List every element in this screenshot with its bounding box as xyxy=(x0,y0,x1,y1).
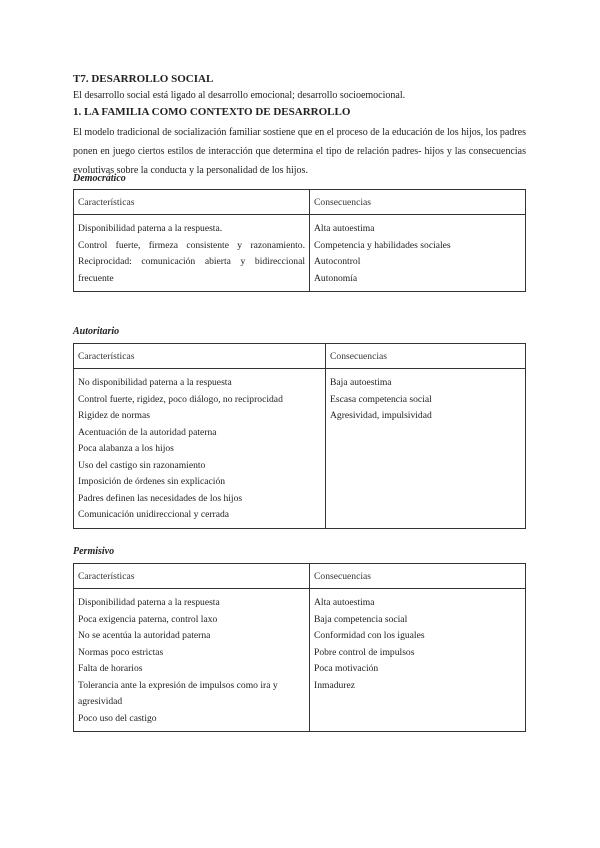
characteristics-cell xyxy=(74,369,326,529)
characteristic-item: Reciprocidad: comunicación abierta y bidireccional frecuente xyxy=(78,256,305,284)
consequences-cell xyxy=(310,589,526,732)
characteristic-item: Control fuerte, rigidez, poco diálogo, no reciprocidad xyxy=(78,393,283,405)
table-row xyxy=(74,215,526,292)
characteristic-item: Poca alabanza a los hijos xyxy=(78,443,174,454)
characteristic-item: Tolerancia ante la expresión de impulsos como ira y agresividad xyxy=(78,679,278,707)
table-header-row xyxy=(74,564,526,589)
table-permisivo xyxy=(73,563,526,732)
characteristic-item: Acentuación de la autoridad paterna xyxy=(78,426,217,438)
characteristic-item: Rigidez de normas xyxy=(78,410,150,421)
characteristic-item: Uso del castigo sin razonamiento xyxy=(78,459,206,471)
characteristic-item: Disponibilidad paterna a la respuesta xyxy=(78,597,220,608)
consequences-cell xyxy=(326,369,526,529)
characteristic-item: Poca exigencia paterna, control laxo xyxy=(78,613,218,625)
characteristic-item: No disponibilidad paterna a la respuesta xyxy=(78,377,232,388)
section-paragraph: El modelo tradicional de socialización familiar sostiene que en el proceso de la educación de los hijos, los padres ponen en juego ciertos estilos de interacción que determina el tipo de relación padres- hijos y las consecuencias evolutivas sobre la conducta y la personalidad de los hijos. xyxy=(73,127,526,176)
header-consecuencias: Consecuencias xyxy=(310,564,526,589)
characteristic-item: No se acentúa la autoridad paterna xyxy=(78,630,211,641)
consequence-item: Baja autoestima xyxy=(330,377,392,388)
label-autoritario: Autoritario xyxy=(73,326,120,337)
header-caracteristicas: Características xyxy=(74,564,310,589)
consequence-item: Autonomía xyxy=(314,272,358,284)
header-consecuencias: Consecuencias xyxy=(310,190,526,215)
consequence-item: Alta autoestima xyxy=(314,223,375,234)
label-democratico: Democrático xyxy=(73,173,126,184)
consequence-item: Poca motivación xyxy=(314,663,379,674)
table-header-row xyxy=(74,344,526,369)
label-permisivo: Permisivo xyxy=(73,546,115,557)
table-row xyxy=(74,369,526,529)
consequence-item: Alta autoestima xyxy=(314,597,375,608)
characteristic-item: Padres definen las necesidades de los hijos xyxy=(78,492,243,504)
document-title: T7. DESARROLLO SOCIAL xyxy=(73,73,214,85)
table-row xyxy=(74,589,526,732)
section-heading: 1. LA FAMILIA COMO CONTEXTO DE DESARROLLO xyxy=(73,106,351,118)
consequence-item: Baja competencia social xyxy=(314,613,408,625)
consequence-item: Escasa competencia social xyxy=(330,393,432,405)
header-caracteristicas: Características xyxy=(74,344,326,369)
characteristics-cell xyxy=(74,589,310,732)
characteristic-item: Control fuerte, firmeza consistente y razonamiento. xyxy=(78,239,305,251)
consequence-item: Agresividad, impulsividad xyxy=(330,410,432,421)
consequence-item: Pobre control de impulsos xyxy=(314,646,415,658)
header-consecuencias: Consecuencias xyxy=(326,344,526,369)
table-autoritario xyxy=(73,343,526,529)
consequence-item: Competencia y habilidades sociales xyxy=(314,239,451,251)
characteristic-item: Falta de horarios xyxy=(78,663,143,674)
characteristics-cell xyxy=(74,215,310,292)
consequence-item: Conformidad con los iguales xyxy=(314,630,425,641)
table-democratico xyxy=(73,189,526,292)
header-caracteristicas: Características xyxy=(74,190,310,215)
characteristic-item: Poco uso del castigo xyxy=(78,712,157,724)
characteristic-item: Disponibilidad paterna a la respuesta. xyxy=(78,223,223,234)
intro-text: El desarrollo social está ligado al desarrollo emocional; desarrollo socioemocional. xyxy=(73,90,406,101)
consequence-item: Autocontrol xyxy=(314,256,361,267)
characteristic-item: Normas poco estrictas xyxy=(78,646,164,658)
table-header-row xyxy=(74,190,526,215)
consequences-cell xyxy=(310,215,526,292)
characteristic-item: Comunicación unidireccional y cerrada xyxy=(78,509,230,520)
characteristic-item: Imposición de órdenes sin explicación xyxy=(78,476,226,487)
consequence-item: Inmadurez xyxy=(314,679,356,691)
